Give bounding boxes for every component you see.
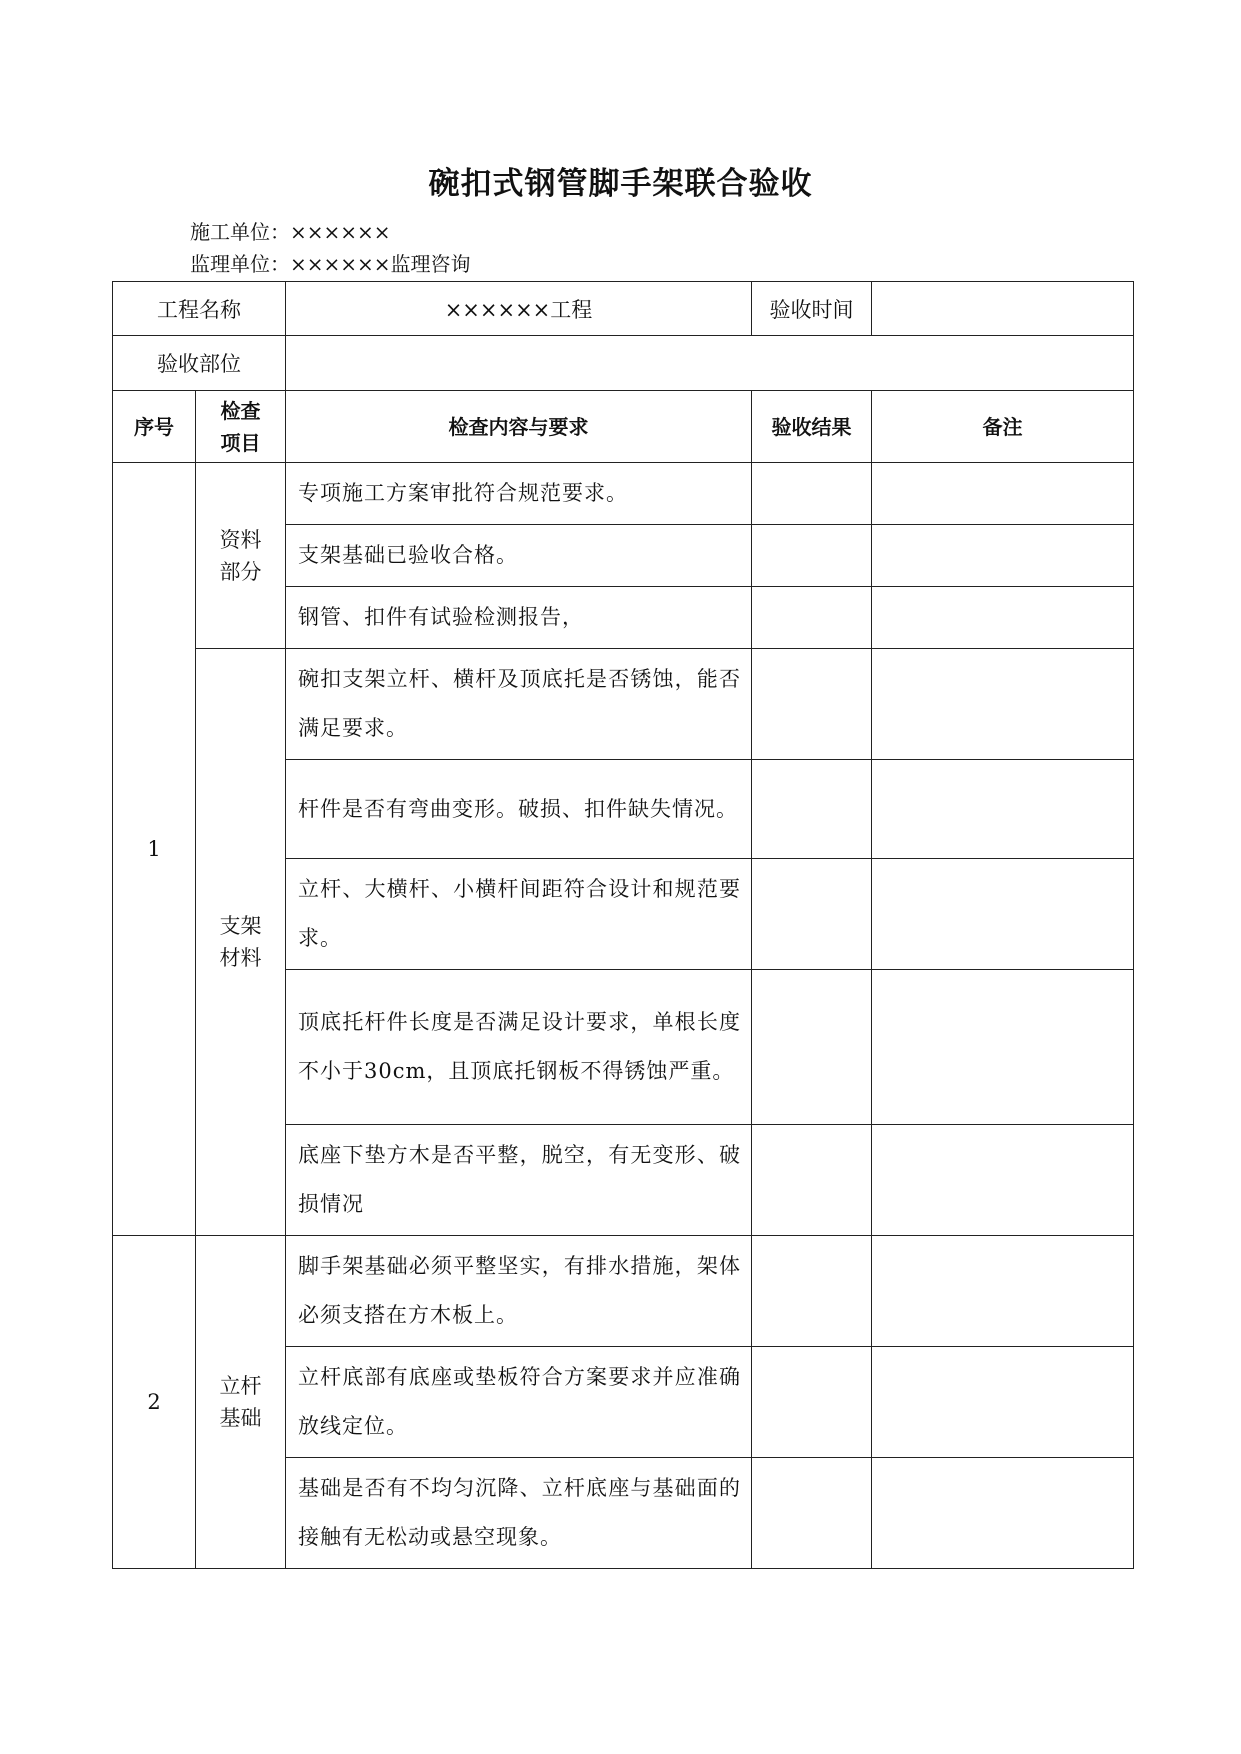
result-cell: [752, 859, 872, 970]
acceptance-part-label: 验收部位: [113, 336, 286, 391]
document-title: 碗扣式钢管脚手架联合验收: [428, 166, 813, 202]
project-name-row: [113, 282, 1134, 336]
header-remark: 备注: [872, 391, 1134, 463]
acceptance-part-value: [286, 336, 1134, 391]
content-cell: 立杆底部有底座或垫板符合方案要求并应准确放线定位。: [286, 1347, 752, 1458]
remark-cell: [872, 587, 1134, 649]
item-cell: [196, 1236, 286, 1569]
table-row: [113, 649, 1134, 760]
acceptance-time-label: 验收时间: [752, 282, 872, 336]
content-cell: 底座下垫方木是否平整，脱空，有无变形、破损情况: [286, 1125, 752, 1236]
item-name: 支架材料: [219, 914, 262, 970]
acceptance-table: [112, 281, 1134, 1569]
result-cell: [752, 525, 872, 587]
acceptance-part-row: [113, 336, 1134, 391]
remark-cell: [872, 1125, 1134, 1236]
project-name-value: ××××××工程: [286, 282, 752, 336]
result-cell: [752, 970, 872, 1125]
result-cell: [752, 649, 872, 760]
content-cell: 碗扣支架立杆、横杆及顶底托是否锈蚀，能否满足要求。: [286, 649, 752, 760]
header-result: 验收结果: [752, 391, 872, 463]
content-cell: 钢管、扣件有试验检测报告，: [286, 587, 752, 649]
header-seq: 序号: [113, 391, 196, 463]
content-cell: 支架基础已验收合格。: [286, 525, 752, 587]
table-row: [113, 1236, 1134, 1347]
result-cell: [752, 1458, 872, 1569]
remark-cell: [872, 463, 1134, 525]
content-cell: 脚手架基础必须平整坚实，有排水措施，架体必须支搭在方木板上。: [286, 1236, 752, 1347]
result-cell: [752, 1125, 872, 1236]
content-cell: 专项施工方案审批符合规范要求。: [286, 463, 752, 525]
remark-cell: [872, 760, 1134, 859]
header-item: [196, 391, 286, 463]
content-cell: 顶底托杆件长度是否满足设计要求，单根长度不小于30cm，且顶底托钢板不得锈蚀严重。: [286, 970, 752, 1125]
seq-cell: 2: [113, 1236, 196, 1569]
remark-cell: [872, 525, 1134, 587]
item-cell: [196, 463, 286, 649]
header-content: 检查内容与要求: [286, 391, 752, 463]
header-item-text: 检查项目: [220, 398, 261, 455]
result-cell: [752, 1236, 872, 1347]
remark-cell: [872, 1347, 1134, 1458]
result-cell: [752, 1347, 872, 1458]
table-row: [113, 463, 1134, 525]
content-cell: 立杆、大横杆、小横杆间距符合设计和规范要求。: [286, 859, 752, 970]
acceptance-time-value: [872, 282, 1134, 336]
remark-cell: [872, 1236, 1134, 1347]
result-cell: [752, 463, 872, 525]
remark-cell: [872, 859, 1134, 970]
header-row: [113, 391, 1134, 463]
remark-cell: [872, 1458, 1134, 1569]
remark-cell: [872, 649, 1134, 760]
supervision-unit: 监理单位：××××××监理咨询: [190, 252, 471, 276]
content-cell: 基础是否有不均匀沉降、立杆底座与基础面的接触有无松动或悬空现象。: [286, 1458, 752, 1569]
item-name: 立杆基础: [219, 1374, 262, 1430]
result-cell: [752, 587, 872, 649]
project-name-label: 工程名称: [113, 282, 286, 336]
construction-unit: 施工单位：××××××: [190, 220, 391, 244]
item-cell: [196, 649, 286, 1236]
content-cell: 杆件是否有弯曲变形。破损、扣件缺失情况。: [286, 760, 752, 859]
remark-cell: [872, 970, 1134, 1125]
seq-cell: 1: [113, 463, 196, 1236]
result-cell: [752, 760, 872, 859]
item-name: 资料部分: [219, 527, 262, 584]
